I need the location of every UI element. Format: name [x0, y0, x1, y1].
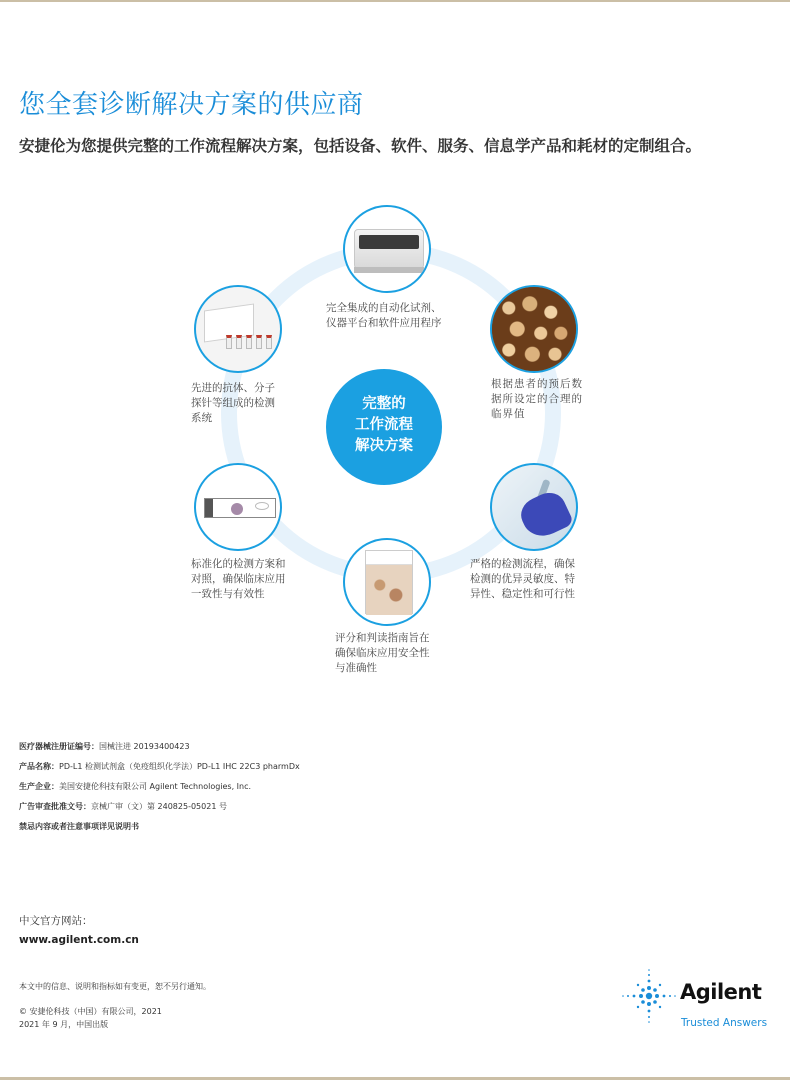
- lab-process-image: [490, 463, 578, 551]
- center-line: 完整的: [362, 396, 406, 412]
- page-title: 您全套诊断解决方案的供应商: [19, 90, 364, 120]
- control-slide-image: [194, 463, 282, 551]
- website-label: 中文官方网站：: [19, 915, 93, 927]
- node-caption-instrument: 完全集成的自动化试剂、 仪器平台和软件应用程序: [326, 302, 442, 329]
- node-caption-cutoff: 根据患者的预后数 据所设定的合理的 临界值: [491, 378, 583, 420]
- copyright: © 安捷伦科技（中国）有限公司，2021: [19, 1007, 162, 1016]
- reg-line: 广告审查批准文号：京械广审（文）第 240825-05021 号: [19, 802, 227, 811]
- reg-line: 禁忌内容或者注意事项详见说明书: [19, 822, 139, 831]
- reg-line: 医疗器械注册证编号：国械注进 20193400423: [19, 742, 190, 751]
- instrument-image: [343, 205, 431, 293]
- reg-line: 产品名称：PD-L1 检测试剂盒（免疫组织化学法）PD-L1 IHC 22C3 pharmDx: [19, 762, 300, 771]
- brand-tagline: Trusted Answers: [681, 1017, 768, 1029]
- top-rule: [0, 0, 790, 2]
- tissue-stain-image: [490, 285, 578, 373]
- node-caption-protocol: 标准化的检测方案和 对照，确保临床应用 一致性与有效性: [191, 558, 286, 600]
- legal-notice: 本文中的信息、说明和指标如有变更，恕不另行通知。: [19, 982, 211, 991]
- website-link[interactable]: www.agilent.com.cn: [19, 934, 139, 946]
- center-line: 解决方案: [355, 438, 413, 454]
- page-subtitle: 安捷伦为您提供完整的工作流程解决方案，包括设备、软件、服务、信息学产品和耗材的定制组合。: [19, 137, 702, 155]
- diagram-center: [326, 369, 442, 485]
- reagent-kit-image: [194, 285, 282, 373]
- node-caption-reagents: 先进的抗体、分子 探针等组成的检测 系统: [191, 382, 275, 424]
- workflow-diagram: [0, 190, 790, 690]
- publish-date: 2021 年 9 月，中国出版: [19, 1020, 109, 1029]
- node-caption-guide: 评分和判读指南旨在 确保临床应用安全性 与准确性: [335, 632, 430, 674]
- interpretation-guide-image: [343, 538, 431, 626]
- node-caption-process: 严格的检测流程，确保 检测的优异灵敏度、特 异性、稳定性和可行性: [470, 558, 575, 600]
- brand-name: Agilent: [680, 980, 762, 1004]
- reg-line: 生产企业：美国安捷伦科技有限公司 Agilent Technologies, Inc.: [19, 782, 252, 791]
- center-line: 工作流程: [355, 417, 413, 433]
